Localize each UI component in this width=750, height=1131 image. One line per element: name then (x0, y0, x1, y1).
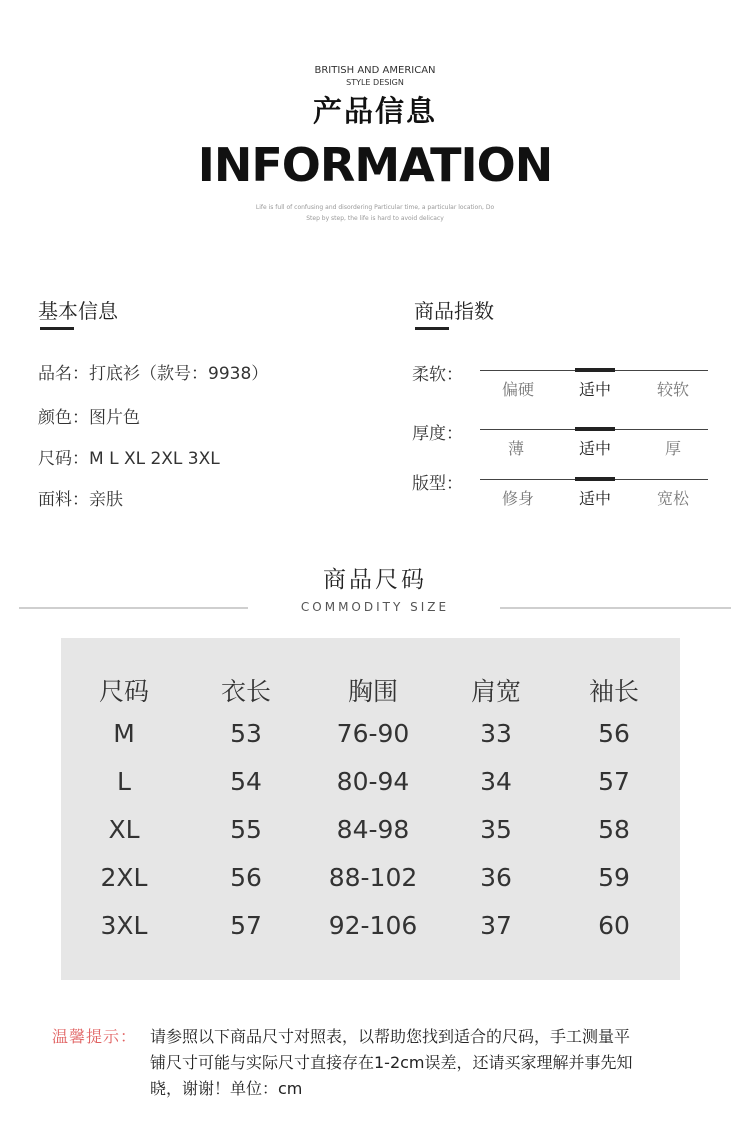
table-cell: 2XL (100, 863, 148, 892)
table-cell: 84-98 (336, 815, 410, 844)
note-line-1: 请参照以下商品尺寸对照表，以帮助您找到适合的尺码，手工测量平 (150, 1027, 631, 1046)
basic-info-heading: 基本信息 (38, 299, 118, 323)
table-header-cell: 尺码 (98, 677, 149, 706)
index-option: 薄 (507, 439, 524, 458)
table-cell: L (117, 767, 131, 796)
index-underline (415, 327, 449, 330)
table-cell: 92-106 (328, 911, 418, 940)
table-cell: 37 (480, 911, 512, 940)
table-header-cell: 袖长 (588, 677, 639, 706)
table-cell: 33 (480, 719, 512, 748)
table-cell: 76-90 (336, 719, 410, 748)
table-cell: 53 (230, 719, 262, 748)
note-line-2: 铺尺寸可能与实际尺寸直接存在1-2cm误差，还请买家理解并事先知 (150, 1053, 633, 1072)
table-header-cell: 衣长 (220, 677, 271, 706)
index-label-softness: 柔软： (412, 365, 463, 385)
info-row-color: 颜色：图片色 (38, 408, 140, 428)
table-cell: 3XL (100, 911, 148, 940)
subtitle-en-line-1: BRITISH AND AMERICAN (314, 65, 436, 76)
subtitle-en-line-2: STYLE DESIGN (346, 78, 404, 87)
info-row-fabric: 面料：亲肤 (38, 490, 123, 510)
note-line-3: 晓，谢谢！单位：cm (150, 1079, 303, 1098)
table-cell: 88-102 (328, 863, 418, 892)
table-cell: 36 (480, 863, 512, 892)
table-cell: 57 (230, 911, 262, 940)
size-heading: 商品尺码 (323, 567, 427, 593)
index-option-selected: 适中 (578, 489, 611, 508)
size-table (61, 638, 680, 980)
table-header-cell: 肩宽 (470, 677, 521, 706)
info-row-name: 品名：打底衫（款号：9938） (38, 364, 269, 384)
table-cell: XL (108, 815, 140, 844)
index-label-thickness: 厚度： (412, 424, 463, 444)
page-title-cn: 产品信息 (312, 94, 437, 128)
table-cell: 80-94 (336, 767, 410, 796)
index-option-selected: 适中 (578, 380, 611, 399)
index-marker-fit (575, 477, 615, 481)
size-heading-en: COMMODITY SIZE (300, 600, 450, 614)
index-option: 修身 (501, 489, 534, 508)
table-cell: 55 (230, 815, 262, 844)
table-cell: 34 (480, 767, 512, 796)
table-cell: 56 (598, 719, 630, 748)
table-cell: 60 (598, 911, 630, 940)
index-option: 宽松 (656, 489, 689, 508)
table-header-cell: 胸围 (347, 677, 398, 706)
table-cell: 59 (598, 863, 630, 892)
table-cell: 35 (480, 815, 512, 844)
note-label: 温馨提示： (52, 1027, 138, 1046)
size-rule-left (19, 607, 248, 609)
index-option: 较软 (656, 380, 689, 399)
table-cell: 57 (598, 767, 630, 796)
table-cell: 56 (230, 863, 262, 892)
index-option-selected: 适中 (578, 439, 611, 458)
index-marker-softness (575, 368, 615, 372)
size-rule-right (500, 607, 731, 609)
tagline-line-1: Life is full of confusing and disordering Particular time, a particular location, Do (255, 204, 495, 211)
table-cell: 58 (598, 815, 630, 844)
index-option: 厚 (664, 439, 681, 458)
table-cell: M (113, 719, 135, 748)
info-row-size: 尺码：M L XL 2XL 3XL (38, 449, 220, 469)
tagline-line-2: Step by step, the life is hard to avoid delicacy (306, 215, 444, 222)
index-option: 偏硬 (501, 380, 534, 399)
basic-info-underline (40, 327, 74, 330)
table-cell: 54 (230, 767, 262, 796)
index-label-fit: 版型： (412, 474, 463, 494)
page-title-en: INFORMATION (197, 138, 553, 192)
index-heading: 商品指数 (414, 299, 494, 323)
index-marker-thickness (575, 427, 615, 431)
